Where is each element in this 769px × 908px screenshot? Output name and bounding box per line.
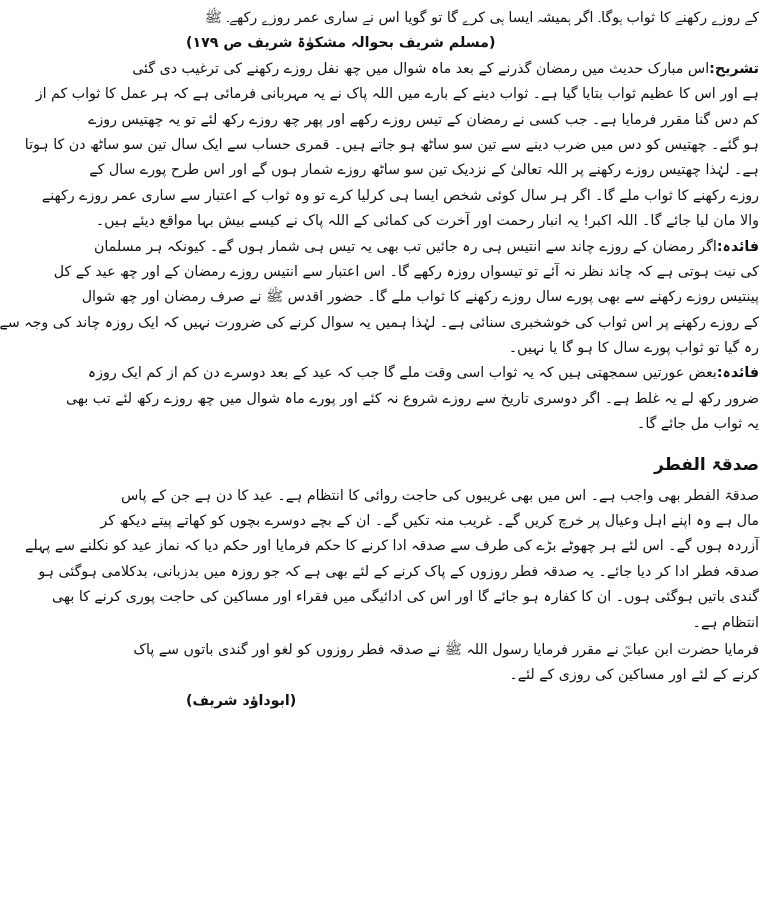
tashreeh-lead: تشریح: bbox=[709, 60, 759, 77]
body-line: روزے رکھنے کا ثواب ملے گا۔ اگر ہر سال کوئی شخص ایسا ہی کرلیا کرے تو وہ ثواب کے اعتبار سے ساری عمر روزے رکھنے bbox=[41, 187, 759, 204]
body-line: پینتیس روزے رکھنے سے بھی پورے سال روزے رکھنے کا ثواب ملے گا۔ حضور اقدس ﷺ نے صرف رمضان اور چھ شوال bbox=[81, 289, 759, 306]
faida-text: بعض عورتیں سمجھتی ہیں کہ یہ ثواب اسی وقت ملے گا جب کہ عید کے بعد دوسرے دن کم از کم ایک روزہ bbox=[87, 365, 717, 382]
hadith-line: کرنے کے لئے اور مساکین کی روزی کے لئے۔ bbox=[509, 667, 759, 684]
body-line: ضرور رکھ لے یہ غلط ہے۔ اگر دوسری تاریخ سے روزے شروع نہ کئے اور پورے ماہ شوال میں چھ روزے رکھ لئے تب بھی bbox=[65, 390, 759, 407]
body-line: یہ ثواب مل جائے گا۔ bbox=[637, 416, 759, 433]
body-line: ہو گئے۔ چھتیس کو دس میں ضرب دینے سے تین سو ساٹھ ہو جاتے ہیں۔ قمری حساب سے ایک سال تین سو ساٹھ دن کا ہوتا bbox=[24, 136, 759, 153]
body-line: صدقۃ الفطر بھی واجب ہے۔ اس میں بھی غریبوں کی حاجت روائی کا انتظام ہے۔ عید کا دن ہے جن کے پاس bbox=[120, 487, 759, 504]
body-line: رہ گیا تو ثواب پورے سال کا ہو گا یا نہیں۔ bbox=[508, 340, 759, 357]
faida-line-1 bbox=[93, 235, 759, 260]
body-line: گندی باتیں ہوگئی ہوں۔ ان کا کفارہ ہو جائے گا اور اس کی ادائیگی میں فقراء اور مساکین کی حاجت پوری کرنے کا بھی bbox=[52, 589, 759, 606]
body-line: صدقہ فطر ادا کر دیا جائے۔ یہ صدقہ فطر روزوں کے پاک کرنے کے لئے بھی ہے کہ جو روزہ میں بدزبانی، بدکلامی ہوگئی ہو bbox=[38, 563, 759, 580]
body-line: والا مان لیا جائے گا۔ اللہ اکبر! یہ انبار رحمت اور آخرت کی کمائی کے اللہ پاک نے کیسے بیش بہا مواقع دیئے ہیں۔ bbox=[95, 213, 759, 230]
body-line: مال ہے وہ اپنے اہل وعیال پر خرچ کریں گے۔ غریب منہ تکیں گے۔ ان کے بچے دوسرے بچوں کو کھاتے پیتے دیکھ کر bbox=[100, 513, 759, 530]
body-line: ہے اور اس کا عظیم ثواب بتایا گیا ہے۔ ثواب دینے کے بارے میں اللہ پاک نے یہ مہربانی فرمائی ہے کہ ہر عمل کا ثواب کم از bbox=[35, 86, 759, 103]
section-heading-sadqatul-fitr: صدقۃ الفطر bbox=[654, 454, 759, 475]
body-line: کے روزے رکھنے کا ثواب ہوگا۔ اگر ہمیشہ ایسا ہی کرے گا تو گویا اس نے ساری عمر روزے رکھے۔ ﷺ bbox=[204, 10, 759, 26]
reference-muslim-mishkat: (مسلم شریف بحوالہ مشکوٰۃ شریف ص ۱۷۹) bbox=[186, 35, 496, 52]
tashreeh-text: اس مبارک حدیث میں رمضان گذرنے کے بعد ماہ شوال میں چھ نفل روزے رکھنے کی ترغیب دی گئی bbox=[132, 60, 710, 77]
body-line: کے روزے رکھنے پر اس ثواب کی خوشخبری سنائی ہے۔ لہٰذا ہمیں یہ سوال کرنے کی ضرورت نہیں کہ ایک روزہ چاند کی وجہ سے bbox=[0, 314, 759, 331]
document-page bbox=[0, 6, 759, 714]
body-line: کی نیت ہوتی ہے کہ چاند نظر نہ آئے تو تیسواں روزہ رکھے گا۔ اس اعتبار سے انتیس روزے رمضان کے اور چھ عید کے کل bbox=[53, 263, 759, 280]
tashreeh-line-1 bbox=[132, 57, 759, 82]
faida-text: اگر رمضان کے روزے چاند سے انتیس ہی رہ جائیں تب بھی یہ تیس ہی شمار ہوں گے۔ کیونکہ ہر مسلمان bbox=[93, 238, 717, 255]
hadith-line: فرمایا حضرت ابن عباسؓ نے مقرر فرمایا رسول اللہ ﷺ نے صدقہ فطر روزوں کو لغو اور گندی باتوں سے پاک bbox=[133, 641, 759, 658]
body-line: ہے۔ لہٰذا چھتیس روزے رکھنے پر اللہ تعالیٰ کے نزدیک تین سو ساٹھ روزے شمار ہوں گے اور اس طرح پورے سال کے bbox=[89, 162, 759, 179]
body-line: انتظام ہے۔ bbox=[692, 614, 759, 631]
faida-lead: فائدہ: bbox=[716, 238, 759, 255]
body-line: کم دس گنا مقرر فرمایا ہے۔ جب کسی نے رمضان کے تیس روزے رکھے اور پھر چھ روزے رکھ لئے تو یہ چھتیس روزے bbox=[88, 111, 759, 128]
body-line: آزردہ ہوں گے۔ اس لئے ہر چھوٹے بڑے کی طرف سے صدقہ ادا کرنے کا حکم فرمایا اور حکم دیا کہ نماز عید کو نکلنے سے پہلے bbox=[25, 538, 759, 555]
reference-abu-dawood: (ابوداؤد شریف) bbox=[186, 692, 297, 709]
faida-line-2 bbox=[87, 361, 759, 386]
faida-lead: فائدہ: bbox=[716, 365, 759, 382]
